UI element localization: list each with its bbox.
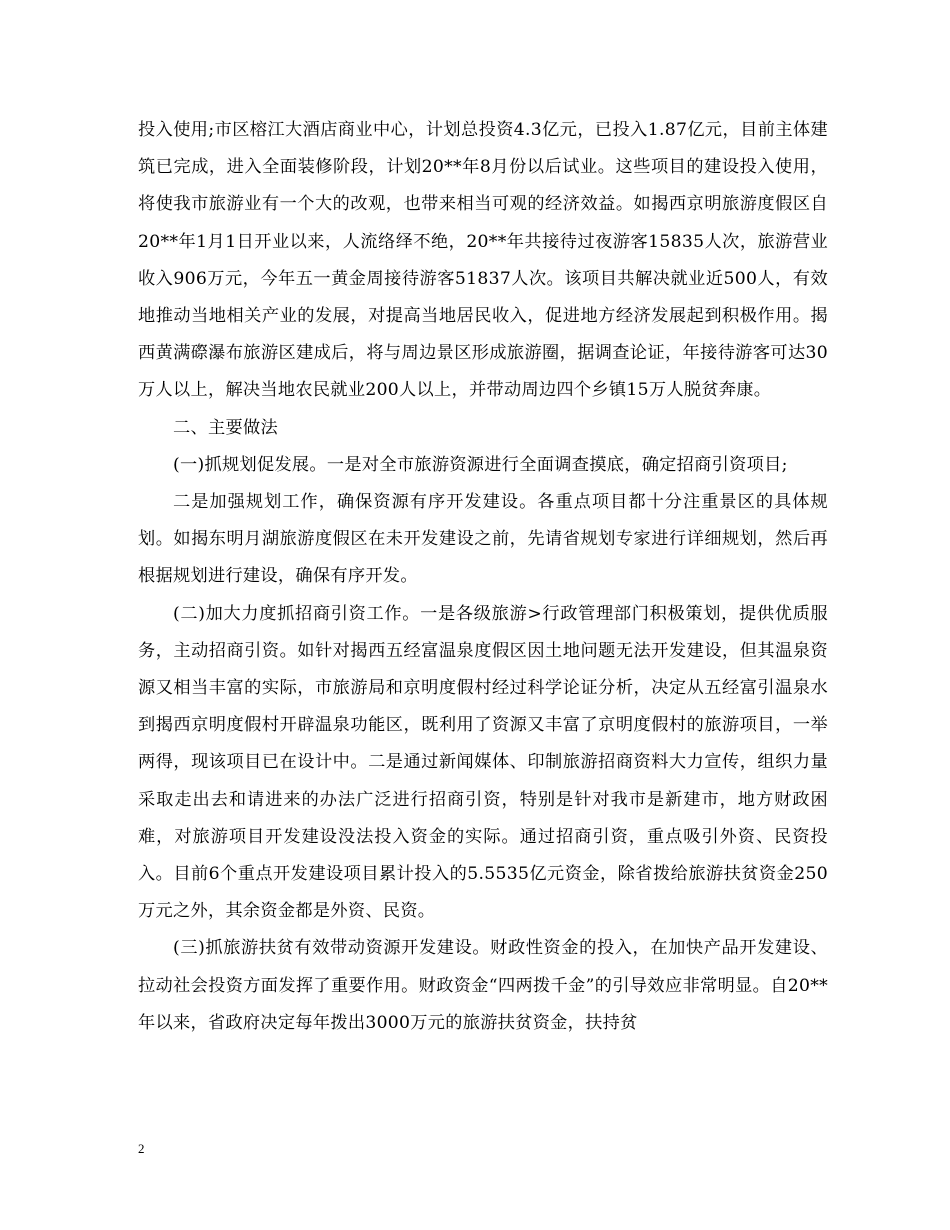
document-body: [138, 112, 828, 1042]
paragraph-planning: (一)抓规划促发展。一是对全市旅游资源进行全面调查摸底，确定招商引资项目;: [173, 454, 788, 475]
page-number: 2: [138, 1141, 145, 1156]
paragraph-continuation: 投入使用;市区榕江大酒店商业中心，计划总投资4.3亿元，已投入1.87亿元，目前主体建筑已完成，进入全面装修阶段，计划20**年8月份以后试业。这些项目的建设投入使用，将使我市旅游业有一个大的改观，也带来相当可观的经济效益。如揭西京明旅游度假区自20**年1月1日开业以来，人流络绎不绝，20**年共接待过夜游客15835人次，旅游营业收入906万元，今年五一黄金周接待游客51837人次。该项目共解决就业近500人，有效地推动当地相关产业的发展，对提高当地居民收入，促进地方经济发展起到积极作用。揭西黄满磜瀑布旅游区建成后，将与周边景区形成旅游圈，据调查论证，年接待游客可达30万人以上，解决当地农民就业200人以上，并带动周边四个乡镇15万人脱贫奔康。: [138, 120, 828, 401]
paragraph-planning-work: 二是加强规划工作，确保资源有序开发建设。各重点项目都十分注重景区的具体规划。如揭东明月湖旅游度假区在未开发建设之前，先请省规划专家进行详细规划，然后再根据规划进行建设，确保有序开发。: [138, 492, 828, 587]
paragraph-poverty-alleviation: (三)抓旅游扶贫有效带动资源开发建设。财政性资金的投入，在加快产品开发建设、拉动社会投资方面发挥了重要作用。财政资金“四两拨千金”的引导效应非常明显。自20**年以来，省政府决定每年拨出3000万元的旅游扶贫资金，扶持贫: [138, 938, 828, 1033]
paragraph-investment: (二)加大力度抓招商引资工作。一是各级旅游>行政管理部门积极策划，提供优质服务，主动招商引资。如针对揭西五经富温泉度假区因土地问题无法开发建设，但其温泉资源又相当丰富的实际，市旅游局和京明度假村经过科学论证分析，决定从五经富引温泉水到揭西京明度假村开辟温泉功能区，既利用了资源又丰富了京明度假村的旅游项目，一举两得，现该项目已在设计中。二是通过新闻媒体、印制旅游招商资料大力宣传，组织力量采取走出去和请进来的办法广泛进行招商引资，特别是针对我市是新建市，地方财政困难，对旅游项目开发建设没法投入资金的实际。通过招商引资，重点吸引外资、民资投入。目前6个重点开发建设项目累计投入的5.5535亿元资金，除省拨给旅游扶贫资金250万元之外，其余资金都是外资、民资。: [138, 603, 828, 922]
section-heading-main-practices: 二、主要做法: [173, 417, 278, 438]
